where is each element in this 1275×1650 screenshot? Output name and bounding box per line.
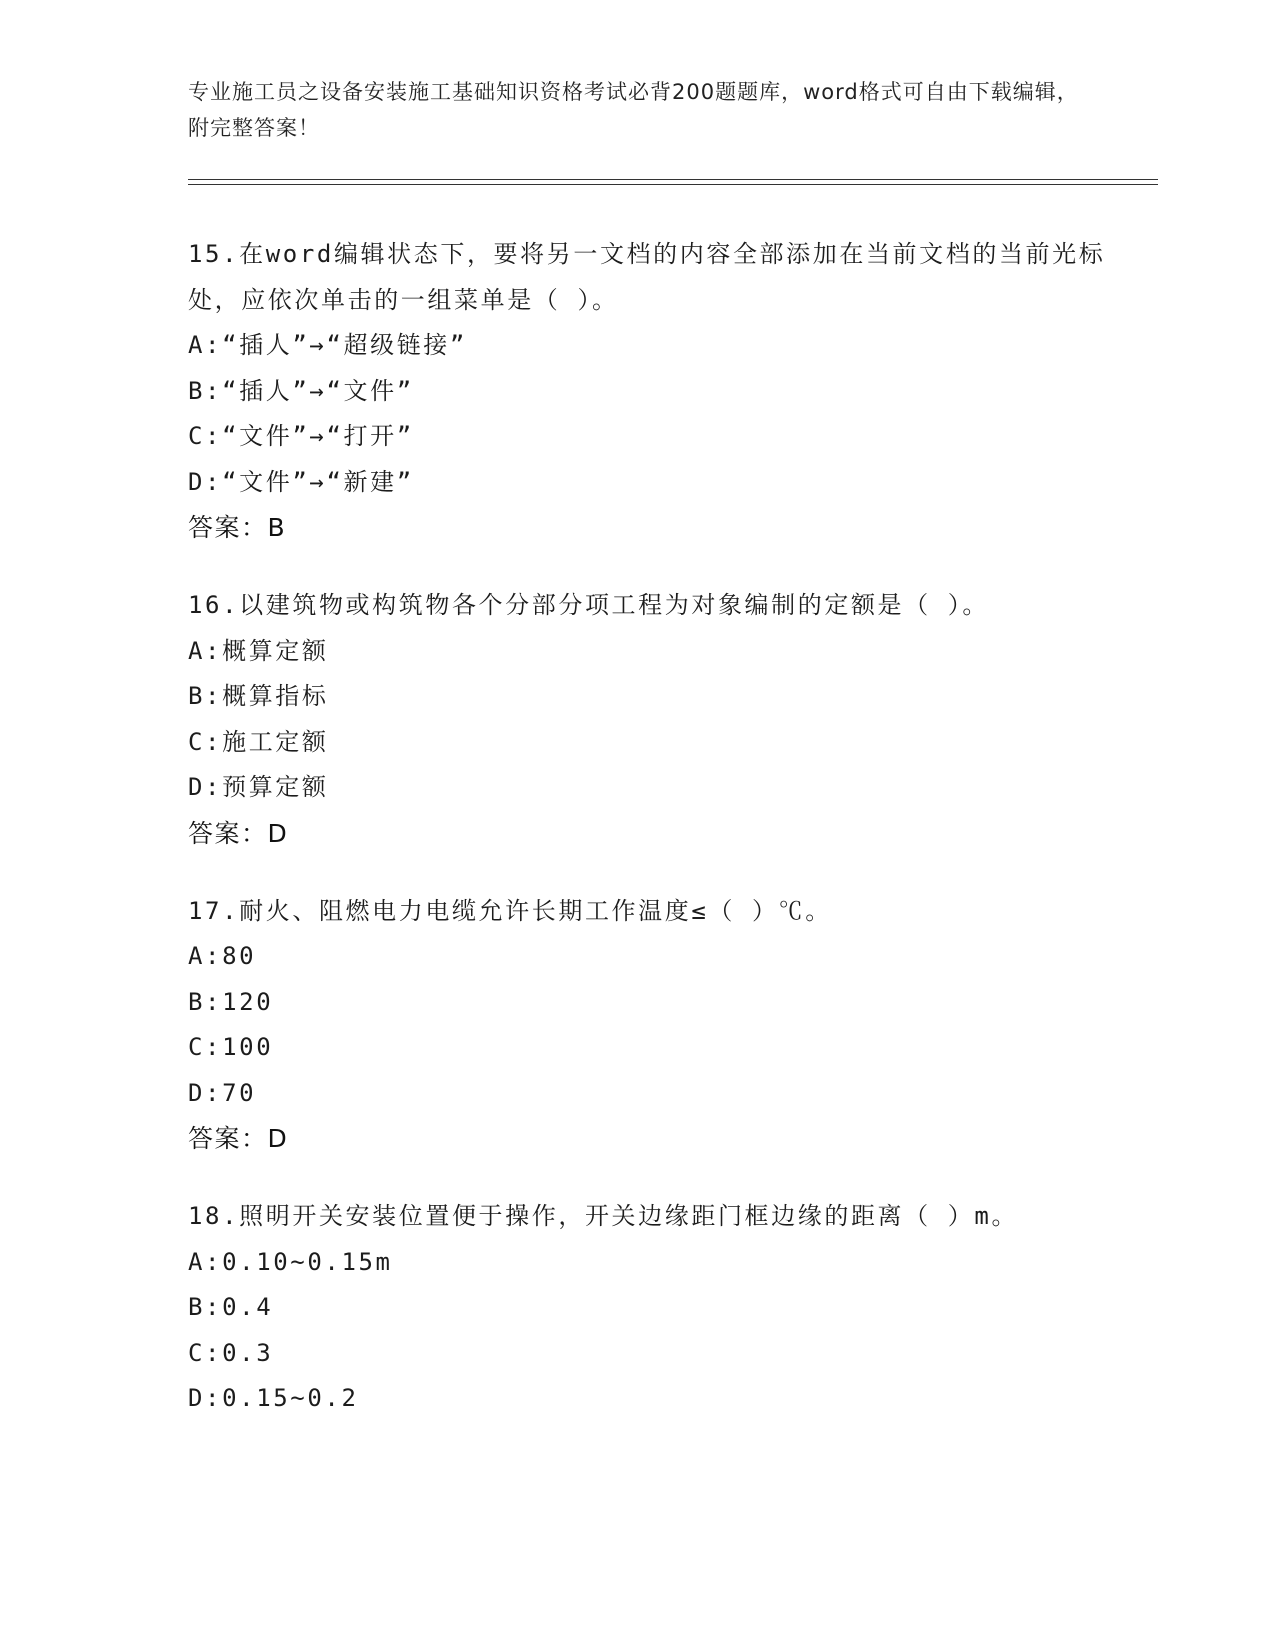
question-16: [188, 583, 1128, 857]
question-stem: 16.以建筑物或构筑物各个分部分项工程为对象编制的定额是（ ）。: [188, 591, 989, 619]
header-rule-bottom: [188, 184, 1158, 185]
option-d: D:“文件”→“新建”: [188, 467, 414, 496]
question-stem: 17.耐火、阻燃电力电缆允许长期工作温度≤（ ）℃。: [188, 896, 832, 925]
option-b: B:“插人”→“文件”: [188, 376, 414, 405]
question-15: [188, 232, 1128, 551]
question-18: [188, 1194, 1128, 1422]
option-b: B:概算指标: [188, 682, 329, 710]
option-d: D:0.15~0.2: [188, 1384, 359, 1412]
option-b: B:120: [188, 987, 274, 1016]
answer-line: 答案：D: [188, 818, 289, 848]
option-a: A:“插人”→“超级链接”: [188, 331, 467, 359]
option-a: A:80: [188, 942, 257, 970]
document-header: 专业施工员之设备安装施工基础知识资格考试必背200题题库，word格式可自由下载编辑，附完整答案！: [188, 80, 1079, 140]
question-stem: 15.在word编辑状态下，要将另一文档的内容全部添加在当前文档的当前光标处，应依次单击的一组菜单是（ ）。: [188, 240, 1106, 314]
option-c: C:“文件”→“打开”: [188, 422, 414, 450]
option-c: C:施工定额: [188, 727, 329, 756]
question-stem: 18.照明开关安装位置便于操作，开关边缘距门框边缘的距离（ ）m。: [188, 1202, 1019, 1230]
header-rule-top: [188, 179, 1158, 180]
option-a: A:概算定额: [188, 636, 329, 665]
question-17: [188, 889, 1128, 1163]
option-b: B:0.4: [188, 1293, 274, 1321]
answer-line: 答案：B: [188, 513, 287, 542]
option-d: D:预算定额: [188, 773, 329, 801]
option-a: A:0.10~0.15m: [188, 1247, 393, 1276]
question-list: [188, 232, 1128, 1454]
option-d: D:70: [188, 1078, 257, 1107]
option-c: C:0.3: [188, 1338, 274, 1367]
option-c: C:100: [188, 1033, 274, 1061]
answer-line: 答案：D: [188, 1124, 289, 1153]
